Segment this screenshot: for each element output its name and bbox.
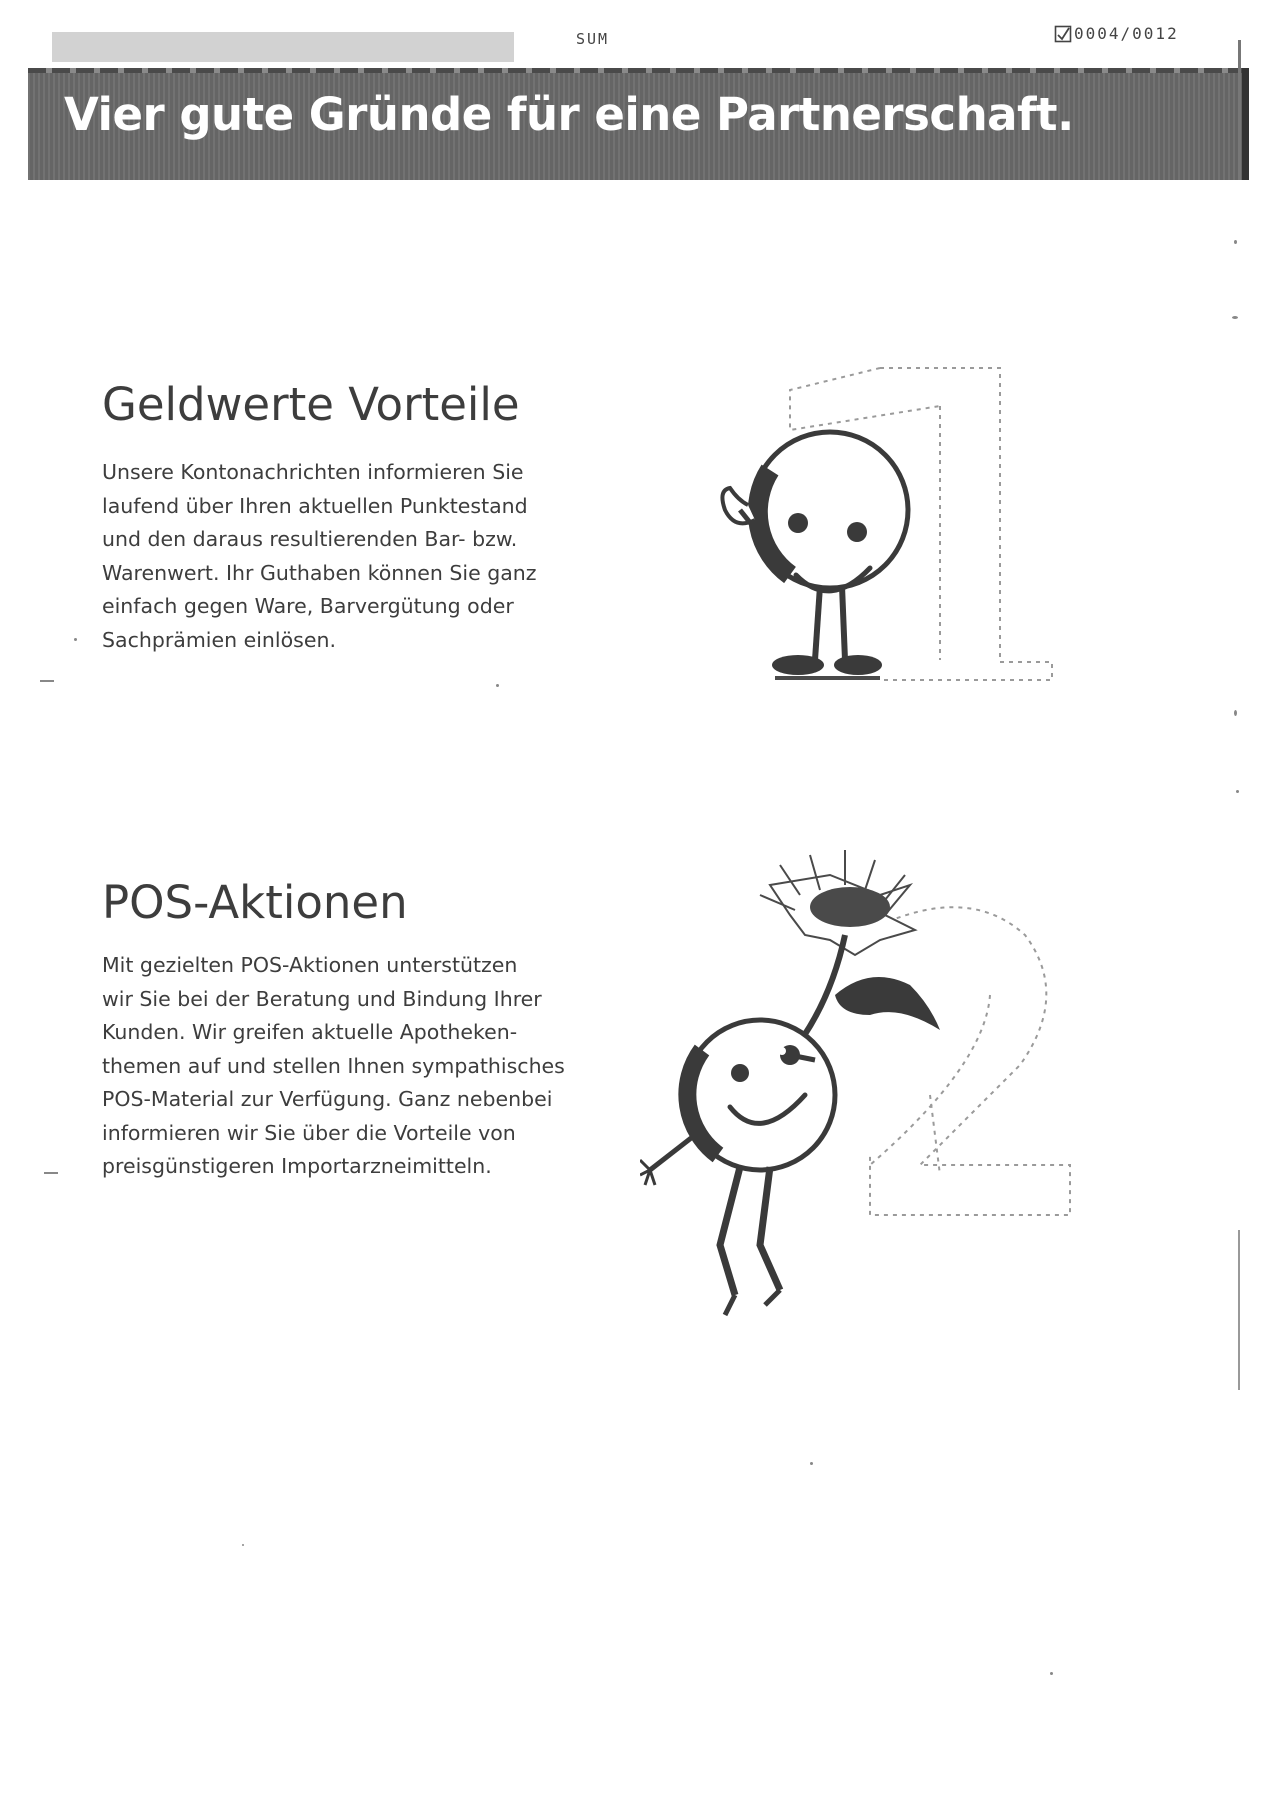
scan-speck [74, 638, 77, 641]
text-line: laufend über Ihren aktuellen Punktestand [102, 493, 528, 518]
fax-page-counter [1054, 24, 1179, 43]
fax-header-label: SUM [576, 30, 610, 48]
text-line: Warenwert. Ihr Guthaben können Sie ganz [102, 560, 537, 585]
section-text-pos-aktionen [102, 949, 565, 1184]
text-line: Unsere Kontonachrichten informieren Sie [102, 460, 524, 484]
banner-title: Vier gute Gründe für eine Partnerschaft. [64, 88, 1074, 141]
text-line: POS-Material zur Verfügung. Ganz nebenbei [102, 1087, 553, 1111]
scan-speck [1236, 790, 1239, 793]
text-line: informieren wir Sie über die Vorteile von [102, 1120, 516, 1145]
mascot-left-leg [720, 1167, 740, 1295]
flower-center [810, 887, 890, 927]
title-banner [28, 68, 1249, 180]
scan-speck [44, 1172, 58, 1174]
flower-leaf [835, 977, 940, 1030]
mascot-number-one-illustration [680, 360, 1080, 710]
scan-edge-mark [1238, 1230, 1240, 1390]
text-line: Kunden. Wir greifen aktuelle Apotheken- [102, 1020, 518, 1044]
text-line: Mit gezielten POS-Aktionen unterstützen [102, 953, 518, 977]
number-two-outline [870, 907, 1070, 1215]
text-line: Sachprämien einlösen. [102, 627, 336, 652]
scan-speck [1234, 710, 1237, 716]
mascot-left-eye [788, 513, 808, 533]
scan-speck [1232, 316, 1238, 319]
redacted-sender-bar [52, 32, 514, 62]
text-line: preisgünstigeren Importarzneimitteln. [102, 1154, 492, 1178]
scan-speck [40, 680, 54, 682]
text-line: einfach gegen Ware, Barvergütung oder [102, 594, 514, 618]
section-text-geldwerte-vorteile [102, 456, 537, 657]
scan-edge-mark [1238, 40, 1241, 180]
text-line: wir Sie bei der Beratung und Bindung Ihrer [102, 986, 542, 1011]
fax-page-counter-text: 0004/0012 [1074, 24, 1179, 43]
section-title-geldwerte-vorteile: Geldwerte Vorteile [102, 378, 520, 431]
scan-speck [1050, 1672, 1053, 1675]
mascot-right-foot [834, 655, 882, 675]
mascot-right-eye [847, 522, 867, 542]
text-line: und den daraus resultierenden Bar- bzw. [102, 527, 518, 551]
checkbox-icon [1054, 25, 1072, 43]
mascot-arm [650, 1135, 695, 1170]
mascot-right-leg [760, 1167, 780, 1290]
mascot-left-foot [772, 655, 824, 675]
scan-speck [496, 684, 499, 687]
scan-speck [1234, 240, 1237, 244]
text-line: themen auf und stellen Ihnen sympathisches [102, 1053, 565, 1078]
mascot-number-two-illustration [640, 845, 1100, 1325]
scan-speck [242, 1544, 244, 1546]
scan-speck [810, 1462, 813, 1465]
mascot-hand [640, 1160, 655, 1185]
section-title-pos-aktionen: POS-Aktionen [102, 876, 408, 929]
mascot-left-eye [731, 1064, 749, 1082]
